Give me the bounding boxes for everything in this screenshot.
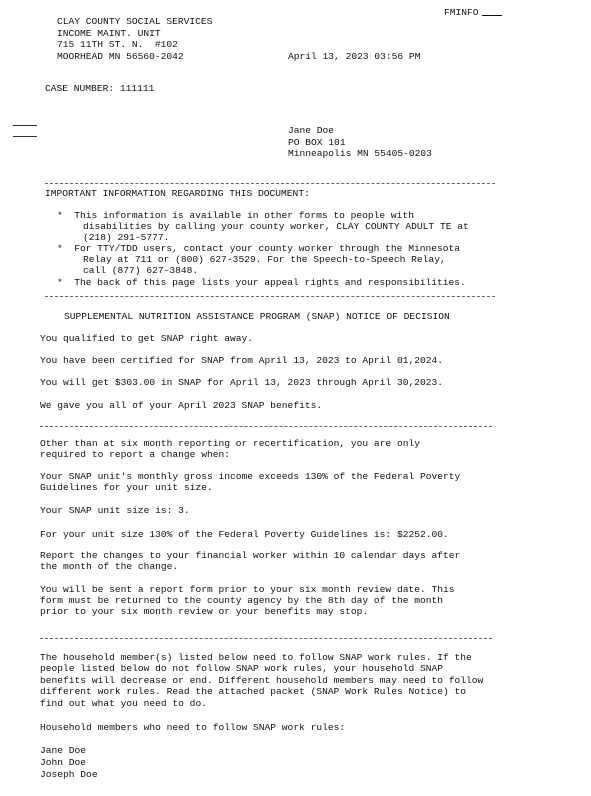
divider (40, 638, 492, 639)
divider (40, 426, 492, 427)
work-rules-members-heading: Household members who need to follow SNAP work rules: (40, 722, 346, 733)
household-member: Joseph Doe (40, 769, 98, 780)
work-rules-paragraph-line5: find out what you need to do. (40, 698, 207, 709)
reporting-paragraph-5: Report the changes to your financial worker within 10 calendar days after (40, 550, 461, 561)
reporting-paragraph-6: You will be sent a report form prior to your six month review date. This (40, 584, 455, 595)
form-code-blank-line (482, 15, 502, 16)
divider (45, 296, 495, 297)
notice-date: April 13, 2023 03:56 PM (288, 51, 421, 62)
important-heading: IMPORTANT INFORMATION REGARDING THIS DOCUMENT: (45, 188, 310, 199)
poverty-guideline: For your unit size 130% of the Federal Poverty Guidelines is: $2252.00. (40, 529, 449, 540)
work-rules-paragraph: The household member(s) listed below need to follow SNAP work rules. If the (40, 652, 472, 663)
recipient-name: Jane Doe (288, 125, 335, 136)
important-bullet-1-line3: (218) 291-5777. (83, 232, 170, 243)
important-bullet-2-line2: Relay at 711 or (800) 627-3529. For the Speech-to-Speech Relay, (83, 254, 446, 265)
important-bullet-1-line2: disabilities by calling your county worker, CLAY COUNTY ADULT TE at (83, 221, 469, 232)
agency-unit: INCOME MAINT. UNIT (57, 28, 161, 39)
fold-mark-top (13, 125, 37, 126)
recipient-address2: Minneapolis MN 55405-0203 (288, 148, 432, 159)
reporting-paragraph-6-line3: prior to your six month review or your benefits may stop. (40, 606, 369, 617)
decision-line-4: We gave you all of your April 2023 SNAP benefits. (40, 400, 323, 411)
important-bullet-3: * The back of this page lists your appeal rights and responsibilities. (57, 277, 466, 288)
agency-city: MOORHEAD MN 56560-2042 (57, 51, 184, 62)
reporting-paragraph-1-line2: required to report a change when: (40, 449, 230, 460)
work-rules-paragraph-line4: different work rules. Read the attached packet (SNAP Work Rules Notice) to (40, 686, 467, 697)
reporting-paragraph-5-line2: the month of the change. (40, 561, 179, 572)
reporting-paragraph-6-line2: form must be returned to the county agency by the 8th day of the month (40, 595, 444, 606)
reporting-paragraph-1: Other than at six month reporting or recertification, you are only (40, 438, 420, 449)
work-rules-paragraph-line2: people listed below do not follow SNAP work rules, your household SNAP (40, 663, 444, 674)
decision-line-1: You qualified to get SNAP right away. (40, 333, 254, 344)
recipient-address1: PO BOX 101 (288, 137, 346, 148)
case-number: CASE NUMBER: 111111 (45, 83, 155, 94)
work-rules-paragraph-line3: benefits will decrease or end. Different household members may need to follow (40, 675, 484, 686)
fold-mark-bottom (13, 136, 37, 137)
reporting-paragraph-2-line2: Guidelines for your unit size. (40, 482, 213, 493)
important-bullet-2: * For TTY/TDD users, contact your county worker through the Minnesota (57, 243, 461, 254)
agency-street: 715 11TH ST. N. #102 (57, 39, 178, 50)
household-member: John Doe (40, 757, 87, 768)
household-member: Jane Doe (40, 745, 87, 756)
form-code: FMINFO (444, 7, 479, 18)
important-bullet-2-line3: call (877) 627-3848. (83, 265, 199, 276)
divider (45, 183, 495, 184)
decision-line-3: You will get $303.00 in SNAP for April 13, 2023 through April 30,2023. (40, 377, 444, 388)
unit-size: Your SNAP unit size is: 3. (40, 505, 190, 516)
notice-title: SUPPLEMENTAL NUTRITION ASSISTANCE PROGRAM (SNAP) NOTICE OF DECISION (64, 311, 450, 322)
important-bullet-1: * This information is available in other forms to people with (57, 210, 414, 221)
agency-name: CLAY COUNTY SOCIAL SERVICES (57, 16, 213, 27)
decision-line-2: You have been certified for SNAP from April 13, 2023 to April 01,2024. (40, 355, 444, 366)
reporting-paragraph-2: Your SNAP unit's monthly gross income exceeds 130% of the Federal Poverty (40, 471, 461, 482)
